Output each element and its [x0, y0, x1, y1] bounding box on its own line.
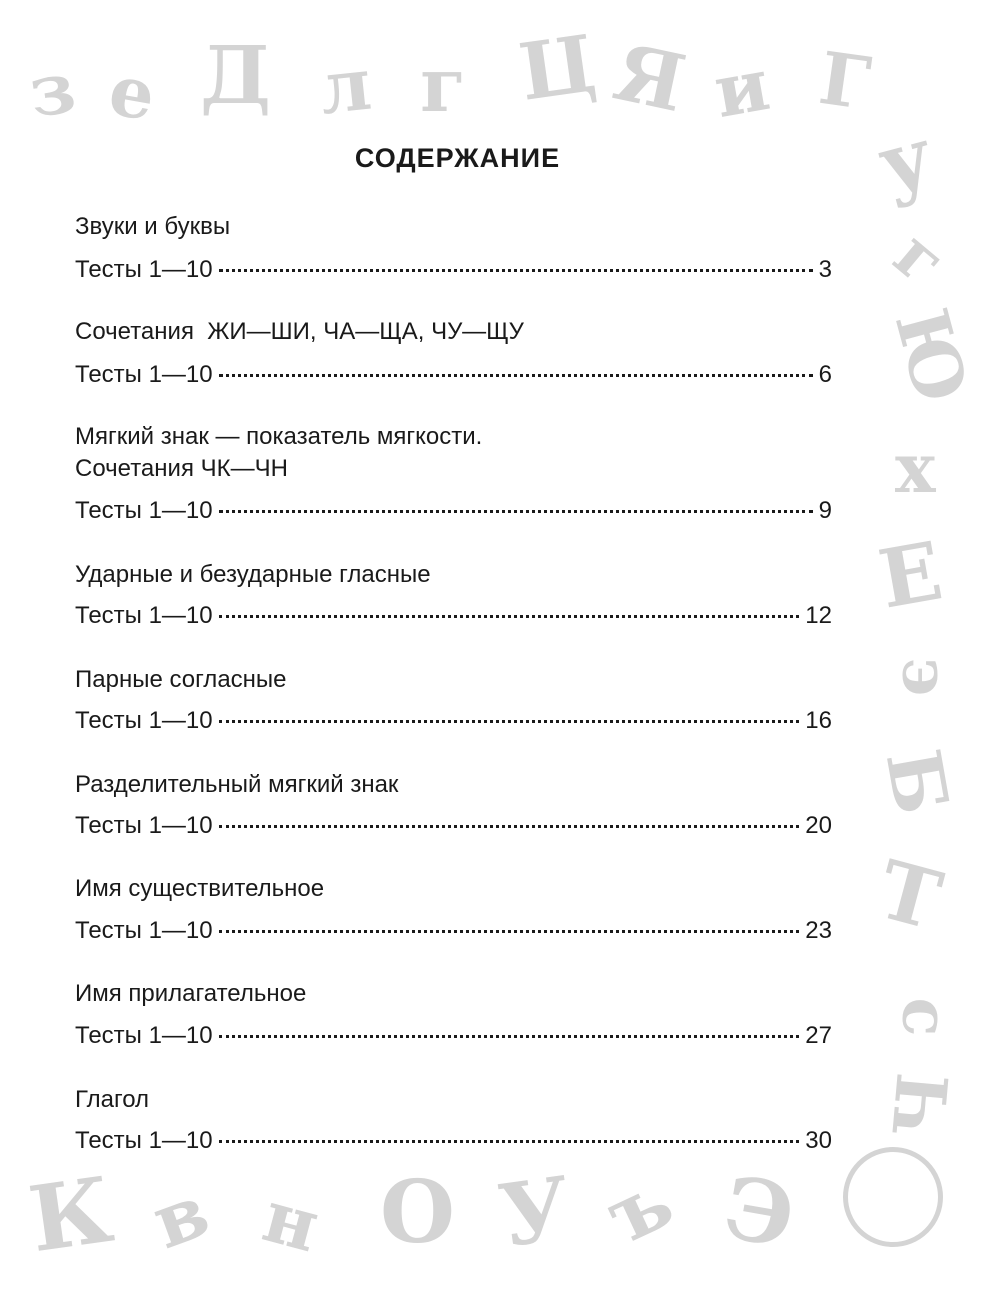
border-letter: Г — [814, 34, 876, 127]
dot-leader — [219, 720, 800, 723]
dot-leader — [219, 1140, 800, 1143]
border-letter: Ч — [877, 1069, 966, 1141]
border-letter: К — [23, 1156, 119, 1274]
border-letter: л — [315, 40, 376, 131]
border-letter: У — [493, 1157, 577, 1268]
toc-page-number: 12 — [805, 602, 832, 629]
toc-page-number: 3 — [818, 256, 832, 283]
dot-leader — [219, 510, 813, 513]
dot-leader — [219, 615, 800, 618]
border-letter: с — [887, 997, 963, 1037]
border-letter: Ц — [513, 18, 602, 119]
toc-entry-title: Имя прилагательное — [75, 980, 307, 1007]
toc-entry-row[interactable] — [75, 1020, 832, 1052]
toc-entry-row[interactable] — [75, 1125, 832, 1157]
border-letter: г — [879, 215, 961, 301]
toc-entry-tests: Тесты 1—10 — [75, 497, 213, 524]
toc-entry-tests: Тесты 1—10 — [75, 917, 213, 944]
border-letter: з — [24, 45, 81, 134]
toc-entry-row[interactable] — [75, 915, 832, 947]
dot-leader — [219, 1035, 800, 1038]
border-letter: Т — [868, 841, 951, 949]
border-letter: г — [420, 41, 466, 129]
toc-entry-row[interactable] — [75, 254, 832, 286]
dot-leader — [219, 930, 800, 933]
toc-entry-tests: Тесты 1—10 — [75, 361, 213, 388]
toc-entry-title: Парные согласные — [75, 666, 287, 693]
border-letter: Ю — [878, 300, 985, 412]
border-letter: у — [868, 107, 943, 213]
circle-ornament — [843, 1147, 943, 1247]
toc-entry-title: Сочетания ЖИ—ШИ, ЧА—ЩА, ЧУ—ЩУ — [75, 318, 524, 345]
toc-entry-title: Имя существительное — [75, 875, 325, 902]
dot-leader — [219, 269, 813, 272]
toc-page-number: 16 — [805, 707, 832, 734]
dot-leader — [219, 374, 813, 377]
border-letter: э — [887, 657, 963, 697]
toc-page-number: 6 — [818, 361, 832, 388]
toc-entry-title: Разделительный мягкий знак — [75, 771, 399, 798]
border-letter: Я — [606, 26, 693, 131]
toc-entry-tests: Тесты 1—10 — [75, 602, 213, 629]
toc-entry-tests: Тесты 1—10 — [75, 1127, 213, 1154]
toc-entry-title: Глагол — [75, 1086, 150, 1113]
toc-page-number: 20 — [805, 812, 832, 839]
page-title: СОДЕРЖАНИЕ — [354, 143, 561, 173]
border-letter: Д — [200, 28, 272, 122]
toc-page-number: 27 — [805, 1022, 832, 1049]
toc-entry-row[interactable] — [75, 810, 832, 842]
toc-entry-title-line2: Сочетания ЧК—ЧН — [75, 455, 288, 482]
toc-entry-title: Звуки и буквы — [75, 213, 231, 240]
toc-entry-row[interactable] — [75, 495, 832, 527]
border-letter: е — [103, 47, 162, 138]
border-letter: в — [141, 1167, 220, 1267]
toc-entry-title: Мягкий знак — показатель мягкости. — [75, 423, 483, 450]
toc-entry-row[interactable] — [75, 705, 832, 737]
border-letter: Б — [868, 743, 965, 821]
toc-page-number: 23 — [805, 917, 832, 944]
border-letter: н — [255, 1172, 328, 1269]
border-letter: Э — [716, 1156, 802, 1269]
toc-entry-tests: Тесты 1—10 — [75, 1022, 213, 1049]
toc-entry-row[interactable] — [75, 600, 832, 632]
toc-page-number: 30 — [805, 1127, 832, 1154]
toc-entry-tests: Тесты 1—10 — [75, 256, 213, 283]
toc-entry-title: Ударные и безударные гласные — [75, 561, 431, 588]
border-letter: и — [707, 41, 776, 134]
toc-entry-tests: Тесты 1—10 — [75, 812, 213, 839]
toc-entry-row[interactable] — [75, 359, 832, 391]
toc-entry-tests: Тесты 1—10 — [75, 707, 213, 734]
border-letter: О — [380, 1162, 455, 1263]
border-letter: ъ — [593, 1154, 687, 1263]
dot-leader — [219, 825, 800, 828]
toc-page-number: 9 — [818, 497, 832, 524]
border-letter: Е — [872, 523, 949, 627]
border-letter: х — [895, 429, 936, 509]
